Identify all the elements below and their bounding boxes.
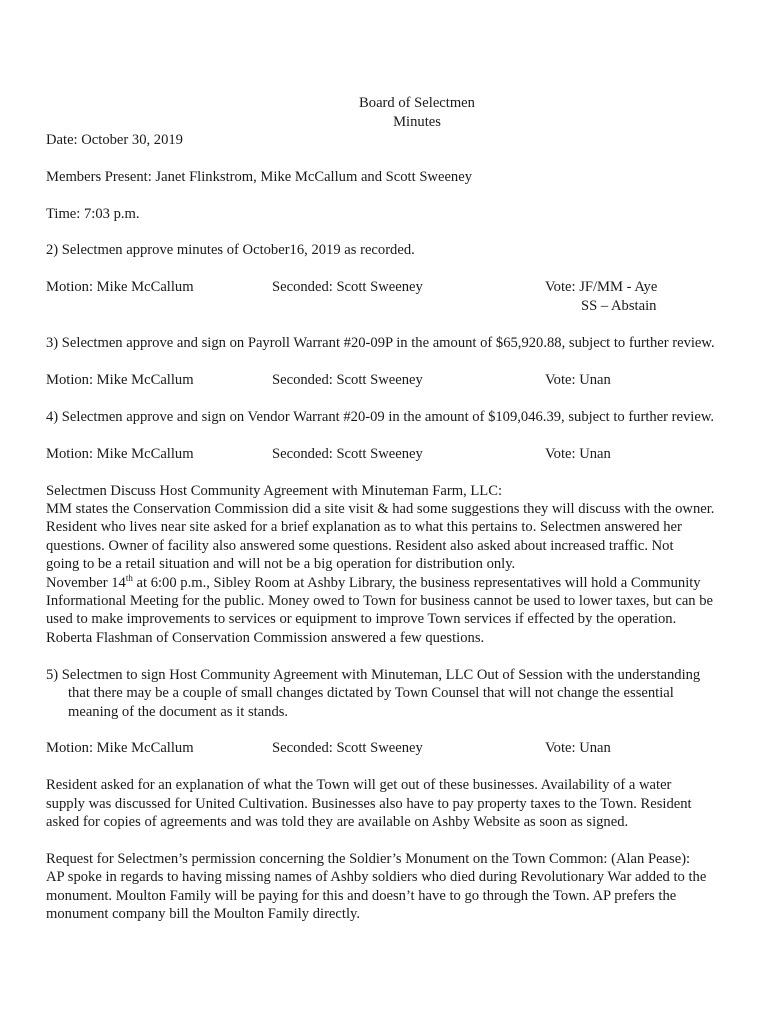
host-line: MM states the Conservation Commission did a site visit & had some suggestions they will discuss with the owner. — [46, 501, 715, 517]
november-rest: at 6:00 p.m., Sibley Room at Ashby Library, the business representatives will hold a Community — [132, 575, 701, 591]
agenda-item-5-cont: that there may be a couple of small changes dictated by Town Counsel that will not change the essential — [68, 685, 674, 701]
motion-label: Motion: Mike McCallum — [46, 279, 194, 295]
motion-label: Motion: Mike McCallum — [46, 446, 194, 462]
vote-label: Vote: Unan — [545, 446, 611, 462]
vote-label: Vote: Unan — [545, 740, 611, 756]
seconded-label: Seconded: Scott Sweeney — [272, 372, 423, 388]
document-title: Board of Selectmen — [359, 95, 475, 111]
resident-line: Resident asked for an explanation of what the Town will get out of these businesses. Availability of a water — [46, 777, 672, 793]
ordinal-suffix: th — [125, 573, 133, 584]
resident-line: supply was discussed for United Cultivation. Businesses also have to pay property taxes to the Town. Resident — [46, 796, 692, 812]
monument-line: monument. Moulton Family will be paying for this and doesn’t have to go through the Town. AP prefers the — [46, 888, 677, 904]
agenda-item-5: 5) Selectmen to sign Host Community Agreement with Minuteman, LLC Out of Session with the understanding — [46, 667, 701, 683]
agenda-item-2: 2) Selectmen approve minutes of October16, 2019 as recorded. — [46, 242, 415, 258]
seconded-label: Seconded: Scott Sweeney — [272, 740, 423, 756]
monument-line: AP spoke in regards to having missing names of Ashby soldiers who died during Revolutionary War added to the — [46, 869, 707, 885]
monument-line: monument company bill the Moulton Family directly. — [46, 906, 360, 922]
vote-label: Vote: Unan — [545, 372, 611, 388]
meeting-time: Time: 7:03 p.m. — [46, 206, 140, 222]
agenda-item-4: 4) Selectmen approve and sign on Vendor Warrant #20-09 in the amount of $109,046.39, subject to further review. — [46, 409, 715, 425]
host-line: going to be a retail situation and will not be a big operation for distribution only. — [46, 556, 516, 572]
host-line: questions. Owner of facility also answered some questions. Resident also asked about increased traffic. Not — [46, 538, 674, 554]
motion-label: Motion: Mike McCallum — [46, 372, 194, 388]
members-present: Members Present: Janet Flinkstrom, Mike McCallum and Scott Sweeney — [46, 169, 472, 185]
host-line: Selectmen Discuss Host Community Agreement with Minuteman Farm, LLC: — [46, 483, 503, 499]
agenda-item-3: 3) Selectmen approve and sign on Payroll Warrant #20-09P in the amount of $65,920.88, subject to further review. — [46, 335, 715, 351]
monument-line: Request for Selectmen’s permission concerning the Soldier’s Monument on the Town Common: (Alan Pease): — [46, 851, 691, 867]
host-line-november — [46, 574, 701, 592]
seconded-label: Seconded: Scott Sweeney — [272, 279, 423, 295]
seconded-label: Seconded: Scott Sweeney — [272, 446, 423, 462]
motion-label: Motion: Mike McCallum — [46, 740, 194, 756]
document-subtitle: Minutes — [393, 114, 441, 130]
meeting-date: Date: October 30, 2019 — [46, 132, 183, 148]
host-line: used to make improvements to services or equipment to improve Town services if effected by the operation. — [46, 611, 677, 627]
vote-abstain: SS – Abstain — [581, 298, 657, 314]
november-date: November 14 — [46, 575, 126, 591]
vote-label: Vote: JF/MM - Aye — [545, 279, 658, 295]
agenda-item-5-cont: meaning of the document as it stands. — [68, 704, 289, 720]
host-line: Informational Meeting for the public. Money owed to Town for business cannot be used to lower taxes, but can be — [46, 593, 714, 609]
host-line: Resident who lives near site asked for a brief explanation as to what this pertains to. Selectmen answered her — [46, 519, 682, 535]
resident-line: asked for copies of agreements and was told they are available on Ashby Website as soon as signed. — [46, 814, 629, 830]
host-line: Roberta Flashman of Conservation Commission answered a few questions. — [46, 630, 485, 646]
